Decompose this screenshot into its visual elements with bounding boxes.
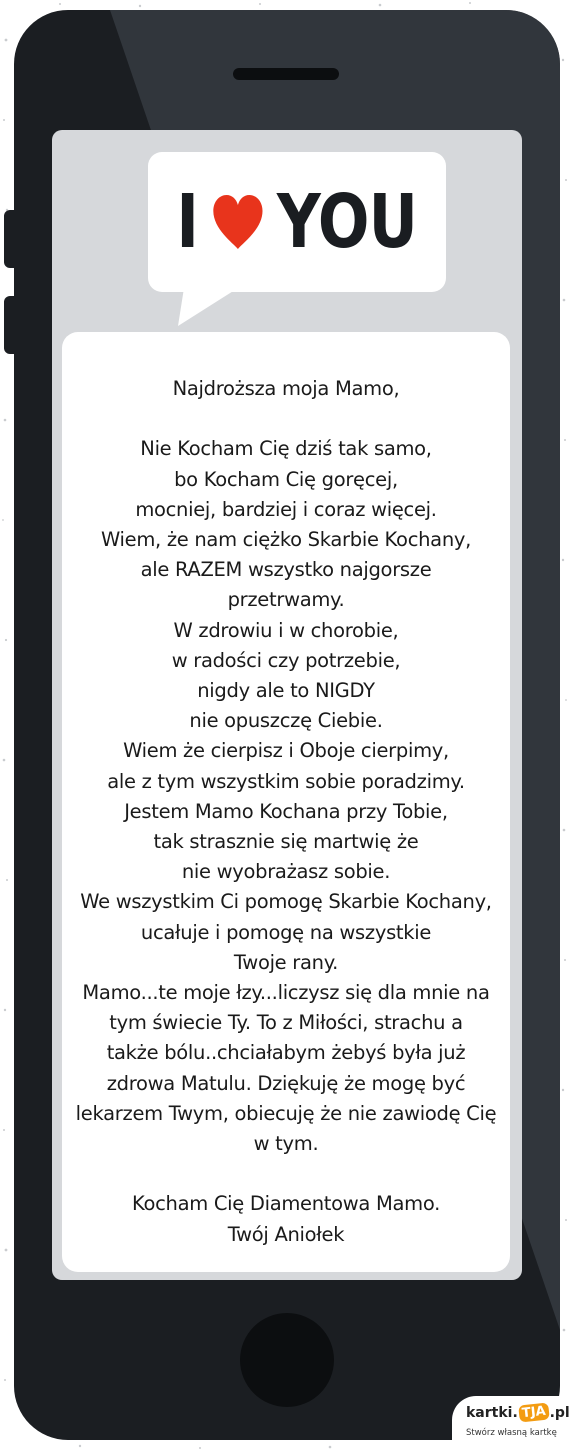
logo-brand-suffix: .pl (549, 1404, 570, 1421)
poem-line: zdrowa Matulu. Dziękuję że mogę być (106, 1071, 466, 1095)
poem-line: nie opuszczę Ciebie. (189, 709, 383, 733)
poem-text (62, 374, 510, 1250)
poem-line: tym świecie Ty. To z Miłości, strachu a (109, 1011, 463, 1035)
poem-line: Jestem Mamo Kochana przy Tobie, (124, 799, 448, 823)
poem-line: Kocham Cię Diamentowa Mamo. (131, 1192, 441, 1216)
poem-line: Twoje rany. (233, 950, 339, 974)
poem-blank-line (62, 1159, 510, 1189)
message-card (62, 332, 510, 1272)
poem-line: w radości czy potrzebie, (171, 648, 401, 672)
poem-line: tak strasznie się martwię że (153, 830, 419, 854)
logo-tagline: Stwórz własną kartkę (466, 1428, 557, 1438)
phone-speaker (233, 68, 339, 80)
poem-line: Twój Aniołek (227, 1222, 345, 1246)
poem-line: Najdroższa moja Mamo, (172, 377, 400, 400)
poem-line: Wiem, że nam ciężko Skarbie Kochany, (100, 528, 472, 551)
bubble-text-right: YOU (277, 179, 418, 265)
site-logo[interactable] (452, 1396, 568, 1450)
logo-wordmark (466, 1404, 570, 1421)
speech-bubble-tail (178, 288, 238, 328)
logo-badge: TJA (518, 1402, 549, 1422)
poem-line: Mamo...te moje łzy...liczysz się dla mnie na (82, 981, 490, 1005)
poem-line: przetrwamy. (227, 588, 345, 612)
poem-line: także bólu..chciałabym żebyś była już (106, 1041, 466, 1065)
poem-line: We wszystkim Ci pomogę Skarbie Kochany, (80, 890, 492, 914)
poem-line: Wiem że cierpisz i Oboje cierpimy, (123, 739, 449, 763)
poem-line: nigdy ale to NIGDY (197, 679, 375, 703)
poem-line: bo Kocham Cię goręcej, (174, 467, 398, 491)
poem-line: mocniej, bardziej i coraz więcej. (135, 497, 437, 521)
bubble-text-left: I (176, 179, 199, 265)
speech-bubble (148, 152, 446, 292)
poem-line: ale z tym wszystkim sobie poradzimy. (107, 769, 465, 793)
poem-line: ucałuje i pomogę na wszystkie (140, 920, 432, 944)
poem-line: Nie Kocham Cię dziś tak samo, (140, 437, 432, 461)
poem-line: nie wyobrażasz sobie. (181, 860, 391, 884)
poem-line: lekarzem Twym, obiecuję że nie zawiodę Cię (75, 1101, 497, 1125)
poem-line: ale RAZEM wszystko najgorsze (140, 558, 432, 582)
phone-home-button (240, 1313, 334, 1407)
poem-line: W zdrowiu i w chorobie, (173, 618, 399, 642)
poem-blank-line (62, 404, 510, 434)
poem-line: w tym. (253, 1132, 319, 1156)
logo-brand-prefix: kartki. (466, 1404, 518, 1421)
heart-icon (212, 193, 264, 251)
i-love-you-text (177, 179, 418, 265)
